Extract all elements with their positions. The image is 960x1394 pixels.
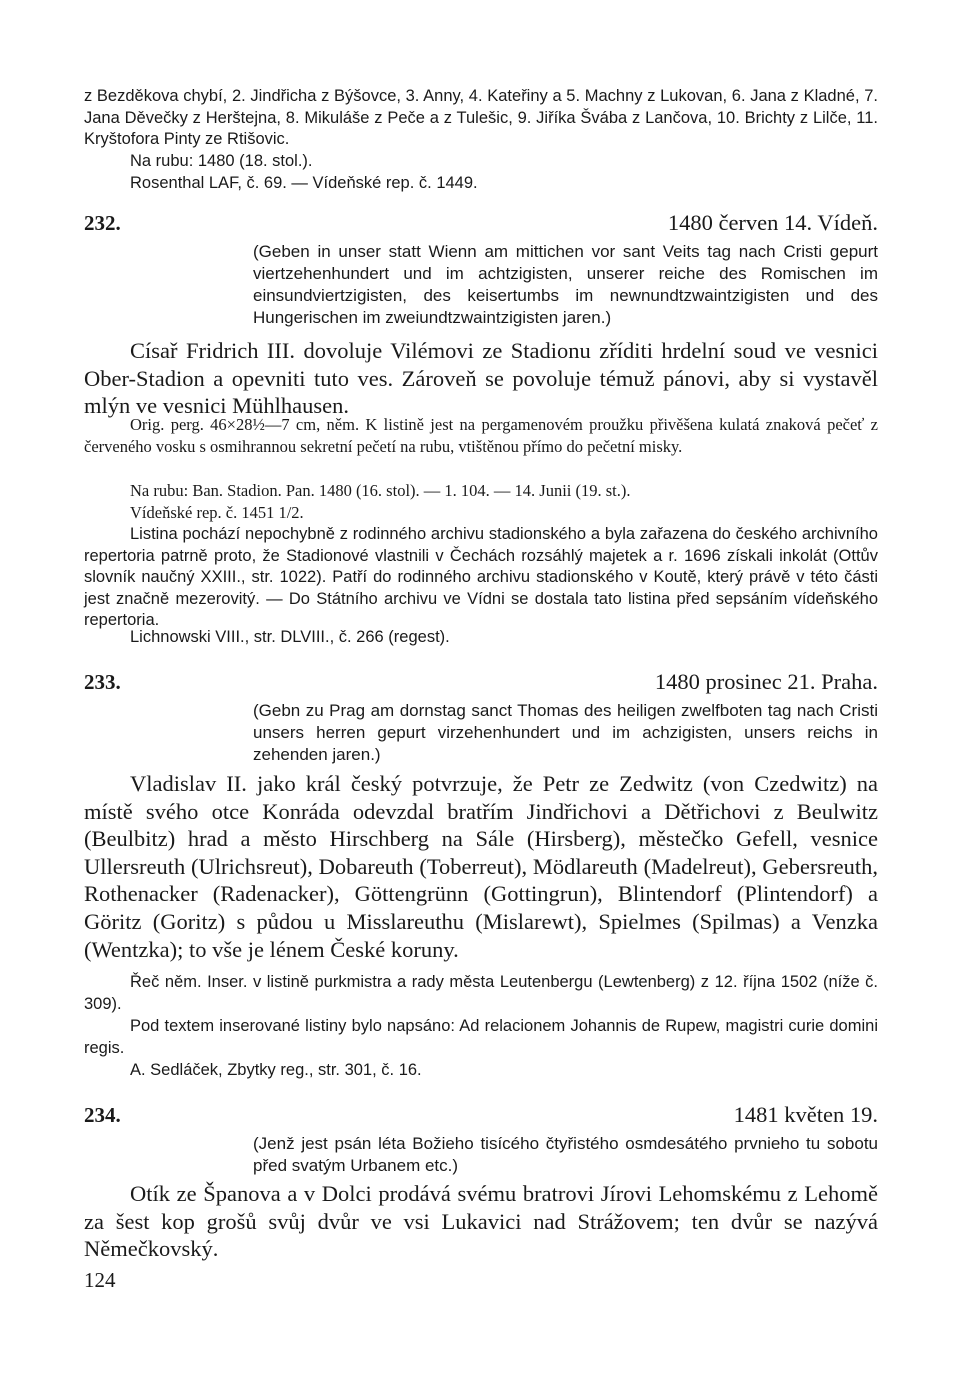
entry-234-header bbox=[84, 1098, 878, 1128]
entry-232-note-lichnowski: Lichnowski VIII., str. DLVIII., č. 266 (regest). bbox=[130, 628, 450, 646]
entry-233-note-sedlacek: A. Sedláček, Zbytky reg., str. 301, č. 16. bbox=[130, 1061, 422, 1079]
entry-233-summary: Vladislav II. jako král český potvrzuje, že Petr ze Zedwitz (von Czedwitz) na místě svého otce Konráda odevzdal bratřím Jindřichovi a Dětřichovi z Beulwitz (Beulbitz) hrad a město Hirschberg na Sále (Hirsberg), městečko Gefell, vesnice Ullersreuth (Ulrichsreut), Dobareuth (Toberreut), Mödlareuth (Madelreut), Gebersreuth, Rothenacker (Radenacker), Göttengrünn (Gottingrun), Blintendorf (Plintendorf) a Göritz (Goritz) s půdou u Misslareuthu (Mislarewt), Spielmes (Spilmas) a Venzka (Wentzka); to vše je lénem České koruny. bbox=[84, 771, 878, 962]
entry-232-header bbox=[84, 206, 878, 236]
entry-number: 234. bbox=[84, 1103, 121, 1127]
entry-232-quote: (Geben in unser statt Wienn am mittichen vor sant Veits tag nach Cristi gepurt viertzehenhundert und im achtzigisten, unserer reiche des Romischen im einsundviertzigisten, des keisertumbs im newnundtzwaintzigisten und des Hungerischen im zweiundtzwaintzigisten jaren.) bbox=[253, 242, 878, 327]
intro-na-rubu: Na rubu: 1480 (18. stol.). bbox=[130, 152, 313, 170]
entry-number: 233. bbox=[84, 670, 121, 694]
entry-date: 1480 prosinec 21. Praha. bbox=[654, 669, 878, 694]
entry-date: 1480 červen 14. Vídeň. bbox=[667, 210, 878, 235]
entry-234-quote: (Jenž jest psán léta Božieho tisícého čtyřistého osmdesátého prvnieho tu sobotu před svatým Urbanem etc.) bbox=[253, 1134, 878, 1175]
entry-233-quote: (Gebn zu Prag am dornstag sanct Thomas des heiligen zwelfboten tag nach Cristi unsers herren gepurt virzehenhundert und im achzigisten, unsers reichs in zehenden jaren.) bbox=[253, 701, 878, 764]
entry-234-summary: Otík ze Španova a v Dolci prodává svému bratrovi Jírovi Lehomskému z Lehomě za šest kop grošů svůj dvůr ve vsi Lukavici nad Strážovem; ten dvůr se nazývá Němečkovský. bbox=[84, 1181, 878, 1262]
entry-232-note-rep: Vídeňské rep. č. 1451 1/2. bbox=[130, 503, 304, 522]
entry-233-note-rec: Řeč něm. Inser. v listině purkmistra a rady města Leutenbergu (Lewtenberg) z 12. října 1502 (níže č. 309). bbox=[84, 973, 878, 1013]
intro-reference: Rosenthal LAF, č. 69. — Vídeňské rep. č. 1449. bbox=[130, 174, 478, 192]
entry-233-note-pod: Pod textem inserované listiny bylo napsáno: Ad relacionem Johannis de Rupew, magistri curie domini regis. bbox=[84, 1017, 878, 1057]
entry-date: 1481 květen 19. bbox=[733, 1102, 878, 1127]
entry-232-summary: Císař Fridrich III. dovoluje Vilémovi ze Stadionu zříditi hrdelní soud ve vesnici Ober-Stadion a opevniti tuto ves. Zároveň se povoluje témuž pánovi, aby si vystavěl mlýn ve vesnici Mühlhausen. bbox=[84, 338, 878, 419]
intro-paragraph: z Bezděkova chybí, 2. Jindřicha z Býšovce, 3. Anny, 4. Kateřiny a 5. Machny z Lukovan, 6. Jana z Kladné, 7. Jana Děvečky z Herštejna, 8. Mikuláše z Peče a z Tulešic, 9. Jiříka Švába z Lančova, 10. Brichty z Lilče, 11. Kryštofora Pinty ze Rtišovic. bbox=[84, 87, 878, 149]
page-number: 124 bbox=[84, 1268, 116, 1292]
entry-232-note-listina: Listina pochází nepochybně z rodinného archivu stadionského a byla zařazena do českého archivního repertoria patrně proto, že Stadionové vlastnili v Čechách rozsáhlý majetek a r. 1696 získali inkolát (Ottův slovník naučný XXIII., str. 1022). Patří do rodinného archivu stadionského v Koutě, který právě v této části jest značně mezerovitý. — Do Státního archivu ve Vídni se dostala tato listina před sepsáním vídeňského repertoria. bbox=[84, 525, 878, 630]
entry-232-note-rubu: Na rubu: Ban. Stadion. Pan. 1480 (16. stol). — 1. 104. — 14. Junii (19. st.). bbox=[130, 481, 631, 500]
entry-number: 232. bbox=[84, 211, 121, 235]
entry-233-header bbox=[84, 665, 878, 695]
entry-232-note-orig: Orig. perg. 46×28½—7 cm, něm. K listině jest na pergamenovém proužku přivěšena kulatá znaková pečeť z červeného vosku s osmihrannou sekretní pečetí na rubu, vtištěnou přímo do pečetní misky. bbox=[84, 415, 878, 456]
